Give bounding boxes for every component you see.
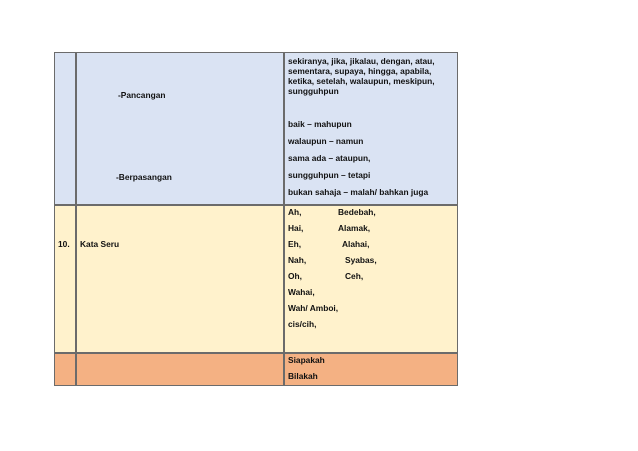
interjection-extra: Wahai, bbox=[288, 287, 315, 297]
row3-content-cell bbox=[284, 353, 458, 386]
interjection-extra: Wah/ Amboi, bbox=[288, 303, 339, 313]
interjection-left: Hai, bbox=[288, 223, 304, 233]
row3-label-cell bbox=[76, 353, 284, 386]
question-word: Siapakah bbox=[288, 355, 325, 365]
row1-label-cell bbox=[76, 52, 284, 205]
interjection-left: Nah, bbox=[288, 255, 307, 265]
row2-content-cell bbox=[284, 205, 458, 353]
interjection-right: Bedebah, bbox=[338, 207, 376, 217]
interjection-right: Syabas, bbox=[345, 255, 377, 265]
pancangan-line: sekiranya, jika, jikalau, dengan, atau, bbox=[288, 56, 435, 66]
row1-content-cell bbox=[284, 52, 458, 205]
row2-number-cell bbox=[54, 205, 76, 353]
interjection-right: Alamak, bbox=[338, 223, 371, 233]
berpasangan-label: -Berpasangan bbox=[116, 172, 172, 182]
interjection-right: Ceh, bbox=[345, 271, 364, 281]
question-word: Bilakah bbox=[288, 371, 318, 381]
row-number: 10. bbox=[58, 239, 70, 249]
kata-seru-label: Kata Seru bbox=[80, 239, 120, 249]
pancangan-line: sementara, supaya, hingga, apabila, bbox=[288, 66, 432, 76]
interjection-left: Eh, bbox=[288, 239, 302, 249]
pancangan-label: -Pancangan bbox=[118, 90, 166, 100]
row1-number-cell bbox=[54, 52, 76, 205]
interjection-left: Ah, bbox=[288, 207, 302, 217]
word-class-table bbox=[54, 52, 458, 386]
row2-label-cell bbox=[76, 205, 284, 353]
berpasangan-line: bukan sahaja – malah/ bahkan juga bbox=[288, 187, 429, 197]
berpasangan-line: baik – mahupun bbox=[288, 119, 352, 129]
pancangan-line: ketika, setelah, walaupun, meskipun, bbox=[288, 76, 435, 86]
interjection-extra: cis/cih, bbox=[288, 319, 317, 329]
interjection-left: Oh, bbox=[288, 271, 302, 281]
berpasangan-line: sungguhpun – tetapi bbox=[288, 170, 371, 180]
row3-number-cell bbox=[54, 353, 76, 386]
interjection-right: Alahai, bbox=[342, 239, 370, 249]
berpasangan-line: sama ada – ataupun, bbox=[288, 153, 371, 163]
pancangan-line: sungguhpun bbox=[288, 86, 339, 96]
berpasangan-line: walaupun – namun bbox=[288, 136, 364, 146]
